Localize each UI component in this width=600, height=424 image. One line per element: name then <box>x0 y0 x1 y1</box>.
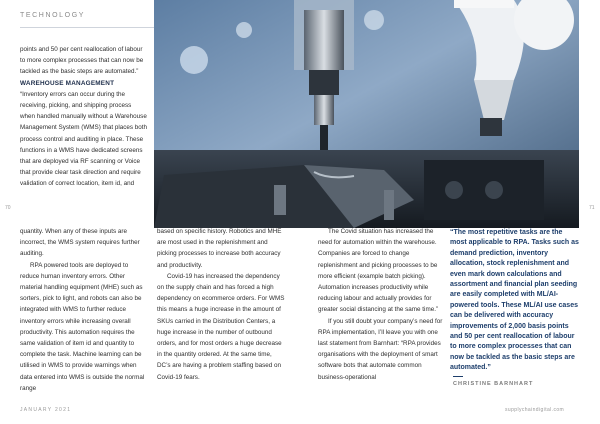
column-1-top <box>20 44 148 190</box>
section-label: TECHNOLOGY <box>20 12 86 19</box>
robotic-arm-photo <box>154 0 579 228</box>
paragraph: The Covid situation has increased the need for automation within the warehouse. Companies are forced to change replenishment and picking processes to be more efficient (example batch picking). Automation increases productivity while reducing labour and actually provides for greater social distancing at the same time.” <box>318 228 439 314</box>
pull-quote: “The most repetitive tasks are the most applicable to RPA. Tasks such as demand prediction, inventory allocation, stock replenishment and even mark down calculations and assortment and financial plan seeding are easily completed with ML/AI-powered tools. These ML/AI use cases can be delivered with accuracy improvements of 2,000 basis points and 50 per cent reallocation of labour to more complex processes that can now be tackled as the basic steps are automated.” <box>450 229 579 372</box>
header-divider <box>20 27 154 28</box>
paragraph: Covid-19 has increased the dependency on the supply chain and has forced a high dependency on ecommerce orders. For WMS this means a huge increase in the amount of SKUs carried in the Distribution Centers, a huge increase in the number of outbound orders, and for most orders a huge decrease in the quantity ordered. At the same time, DC’s are having a problem staffing based on Covid-19 fears. <box>157 272 285 381</box>
pull-quote-divider <box>453 376 463 377</box>
paragraph: If you still doubt your company’s need for RPA implementation, I’ll leave you with one last statement from Barnhart: “RPA provides organisations with the deployment of smart software bots that automate common business-operational <box>318 317 443 381</box>
paragraph: “Inventory errors can occur during the receiving, picking, and shipping process when handled manually without a Warehouse Management System (WMS) that places both process control and auditing in place. These functions in a WMS have dedicated screens that are deployed via RF scanning or Voice that provide clear task direction and require validation of correct location, item id, and <box>20 90 148 188</box>
column-1-bottom <box>20 226 148 394</box>
paragraph: based on specific history. Robotics and MHE are most used in the replenishment and picking processes to increase both accuracy and productivity. <box>157 228 282 269</box>
footer-site-link[interactable]: supplychaindigital.com <box>505 407 565 413</box>
paragraph: quantity. When any of these inputs are incorrect, the WMS system requires further auditing. <box>20 228 140 258</box>
paragraph: RPA powered tools are deployed to reduce human inventory errors. Other material handling equipment (MHE) such as sorters, pick to light, and robots can also be integrated with WMS to further reduce inventory errors while increasing overall productivity. This automation requires the same validation of item id and quantity to complete the task. Machine learning can be utilised in WMS to provide warnings when data entered into WMS is outside the normal range <box>20 261 145 392</box>
footer-date: JANUARY 2021 <box>20 407 72 413</box>
section-heading: WAREHOUSE MANAGEMENT <box>20 79 115 87</box>
page-number-left: 70 <box>5 205 11 211</box>
pull-quote-author: CHRISTINE BARNHART <box>453 381 534 387</box>
column-2 <box>157 226 285 383</box>
page-number-right: 71 <box>589 205 595 211</box>
paragraph: points and 50 per cent reallocation of labour to more complex processes that can now be tackled as the basic steps are automated.” <box>20 46 144 76</box>
column-3 <box>318 226 445 383</box>
